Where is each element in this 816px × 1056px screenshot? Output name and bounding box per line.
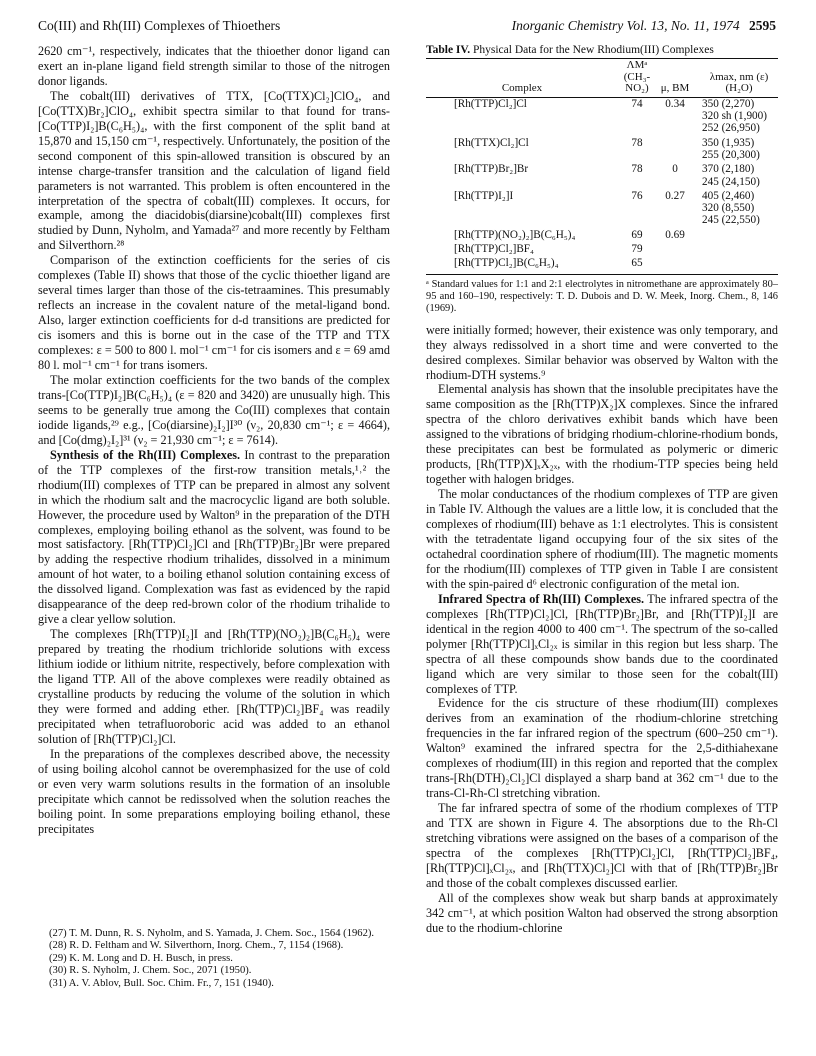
cell-lambda-m: 79 [631,243,643,256]
section-heading: Infrared Spectra of Rh(III) Complexes. [438,591,645,606]
cell-lambda-m: 65 [631,257,643,270]
lambda-value: 320 sh (1,900) [702,110,767,123]
body-paragraph: Elemental analysis has shown that the insoluble precipitates have the same composition as the [Rh(TTP)X₂]X complexes. Since the infrared spectra of the chloro derivatives exhibit bands which have been assigned to the vibrations of bridging rhodium-chlorine-rhodium bonds, these precipitates can best be formulated as polymeric or dimeric products, [Rh(TTP)X]ₓX₂ₓ, with the rhodium-TTP species being held together with halogen bridges. [426,382,778,487]
cell-complex: [Rh(TTP)(NO₂)₂]B(C₆H₅)₄ [454,228,576,241]
cell-lambda-m: 78 [631,136,643,149]
table-footnote: ᵃ Standard values for 1:1 and 2:1 electrolytes in nitromethane are approximately 80–95 and 160–190, respectively: T. D. Dubois and D. W. Meek, Inorg. Chem., 8, 146 (1969). [426,278,778,314]
table-title: Physical Data for the New Rhodium(III) Complexes [472,44,714,56]
body-paragraph: Comparison of the extinction coefficients for the series of cis complexes (Table II) shows that those of the cyclic thioether ligand are several times larger than those of the cis-tetraamines. This presumably reflects an increase in the covalent nature of the metal-ligand bond. Also, larger extinction coefficients for d-d transitions are predicted for cis isomers and this is borne out in the case of the TTP and TTX complexes: ε = 500 to 800 l. mol⁻¹ cm⁻¹ for cis isomers and ε = 69 amd 80 l. mol⁻¹ cm⁻¹ for trans isomers. [38,253,390,373]
left-column [38,44,390,837]
cell-lambda-m: 74 [631,97,643,110]
cell-lambda-max [696,163,778,190]
reference-item: (30) R. S. Nyholm, J. Chem. Soc., 2071 (1950). [49,965,252,977]
section-paragraph [426,592,778,697]
table-row [426,190,778,229]
cell-lambda-max [696,97,778,136]
cell-complex: [Rh(TTP)Cl₂]BF₄ [454,243,534,256]
cell-mu: 0.69 [665,228,685,241]
cell-lambda-max [696,190,778,229]
body-paragraph: The far infrared spectra of some of the rhodium complexes of TTP and TTX are shown in Figure 4. The absorptions due to the Rh-Cl stretching vibrations were assigned on the bases of a comparison of the spectra of the complexes [Rh(TTP)Cl₂]Cl, [Rh(TTP)Cl₂]BF₄, [Rh(TTP)Cl]ₓCl₂ₓ, and [Rh(TTX)Cl₂]Cl with that of [Rh(TTP)Br₂]Br and those of the cobalt complexes discussed earlier. [426,801,778,890]
cell-lambda-max [696,137,778,164]
reference-item: (29) K. M. Long and D. H. Busch, in press. [49,952,233,964]
table-row [426,243,778,257]
cell-complex: [Rh(TTP)Cl₂]Cl [454,97,527,110]
table-row [426,97,778,136]
cell-mu: 0 [672,163,678,176]
section-text: The infrared spectra of the complexes [Rh(TTP)Cl₂]Cl, [Rh(TTP)Br₂]Br, and [Rh(TTP)I₂]I are identical in the region 4000 to 400 cm⁻¹. The spectrum of the so-called polymer [Rh(TTP)Cl]ₓCl₂ₓ is similar in this region but less sharp. The spectra of all these compounds show bands due to the coordinated ligand which are very similar to those seen for the cobalt(III) complexes of TTP. [426,591,778,696]
cell-mu [654,243,696,257]
cell-mu: 0.34 [665,97,685,110]
cell-lambda-max [696,243,778,257]
body-paragraph: The cobalt(III) derivatives of TTX, [Co(TTX)Cl₂]ClO₄, and [Co(TTX)Br₂]ClO₄, exhibit spectra similar to that found for trans-[Co(TTP)I₂]B(C₆H₅)₄, with the first component of the split band at 15,870 and 15,150 cm⁻¹, respectively. Unfortunately, the position of the second component of this spin-allowed transition is obscured by an intense charge-transfer transition and the calculation of ligand field parameters is not warranted. This problem is often encountered in the interpretation of the spectra of cobalt(III) complexes. It occurs, for example, among the diacidobis(diarsine)cobalt(III) complexes first studied by Dunn, Nyholm, and Yamada²⁷ and more recently by Feltham and Silverthorn.²⁸ [38,88,390,253]
body-paragraph: The molar extinction coefficients for the two bands of the complex trans-[Co(TTP)I₂]B(C₆H₅)₄ (ε = 820 and 3420) are unusually high. This seems to be generally true among the Co(III) complexes that contain iodide ligands,²⁹ e.g., [Co(diarsine)₂I₂]I³⁰ (ν₂, 20,830 cm⁻¹; ε = 4664), and [Co(dmg)₂I₂]³¹ (ν₂ = 21,930 cm⁻¹; ε = 7614). [38,372,390,447]
cell-complex: [Rh(TTP)I₂]I [454,189,514,202]
cell-complex: [Rh(TTX)Cl₂]Cl [454,136,529,149]
cell-lambda-max [696,257,778,271]
running-header-title: Co(III) and Rh(III) Complexes of Thioethers [38,18,281,33]
col-header-complex: Complex [501,82,543,95]
lambda-value: 320 (8,550) [702,202,755,215]
body-paragraph: Evidence for the cis structure of these rhodium(III) complexes derives from an examination of the rhodium-chlorine stretching frequencies in the far infrared region of the spectrum (600–250 cm⁻¹). Walton⁹ examined the infrared spectra for the 2,5-dithiahexane complexes of rhodium(III) in this region and reported that the complex trans-[Rh(DTH)₂Cl₂]Cl displayed a sharp band at 362 cm⁻¹ due to the trans-Cl-Rh-Cl stretching vibration. [426,696,778,801]
cell-mu [654,257,696,271]
body-paragraph: were initially formed; however, their existence was only temporary, and they always redissolved in a short time and were converted to the desired complexes. Similar behavior was observed by Walton with the rhodium-DTH systems.⁹ [426,322,778,382]
cell-mu [654,137,696,164]
table-iv [426,44,778,315]
section-paragraph [38,448,390,627]
table-row [426,257,778,271]
lambda-value: 255 (20,300) [702,148,760,161]
col-header-mu: μ, BM [660,82,690,95]
cell-lambda-m: 78 [631,163,643,176]
lambda-value: 245 (22,550) [702,214,760,227]
reference-item: (28) R. D. Feltham and W. Silverthorn, Inorg. Chem., 7, 1154 (1968). [49,940,344,952]
lambda-value: 245 (24,150) [702,175,760,188]
col-header-lambda-max: λmax, nm (ε) (H₂O) [709,70,769,95]
journal-citation: Inorganic Chemistry Vol. 13, No. 11, 1974 [511,18,740,33]
cell-lambda-max [696,229,778,243]
page-number: 2595 [749,18,776,33]
data-table [426,59,778,271]
cell-complex: [Rh(TTP)Br₂]Br [454,163,529,176]
lambda-value: 350 (2,270) [702,97,755,110]
col-header-lambda-m: ΛMᵃ (CH₃-NO₂) [623,59,651,95]
cell-mu: 0.27 [665,189,685,202]
body-paragraph: In the preparations of the complexes described above, the necessity of using boiling alcohol cannot be overemphasized for the use of cold or even very warm solutions results in the formation of an insoluble precipitate which cannot be redissolved when the solution reaches the boiling point. In some preparations employing boiling ethanol, these precipitates [38,746,390,836]
cell-lambda-m: 76 [631,189,643,202]
lambda-value: 252 (26,950) [702,122,760,135]
table-header-row [426,59,778,97]
body-paragraph: All of the complexes show weak but sharp bands at approximately 342 cm⁻¹, at which position Walton had observed the strong absorption due to the rhodium-chlorine [426,890,778,935]
section-heading: Synthesis of the Rh(III) Complexes. [50,447,241,462]
cell-lambda-m: 69 [631,228,643,241]
table-row [426,163,778,190]
body-paragraph: 2620 cm⁻¹, respectively, indicates that the thioether donor ligand can exert an in-plane ligand field strength similar to those of the nitrogen donor ligands. [38,44,390,88]
right-column [426,44,778,936]
table-row [426,229,778,243]
reference-item: (27) T. M. Dunn, R. S. Nyholm, and S. Yamada, J. Chem. Soc., 1564 (1962). [49,928,375,939]
table-caption [426,44,778,56]
references [38,928,390,990]
lambda-value: 370 (2,180) [702,163,755,176]
lambda-value: 350 (1,935) [702,136,755,149]
table-row [426,137,778,164]
lambda-value: 405 (2,460) [702,189,755,202]
body-paragraph: The complexes [Rh(TTP)I₂]I and [Rh(TTP)(NO₂)₂]B(C₆H₅)₄ were prepared by treating the rhodium trichloride solutions with excess lithium iodide or lithium nitrite, respectively, before complexation with the ligand TTP. All of the above complexes were readily obtained as crystalline products by reducing the volume of the solution in which they were formed and adding ether. [Rh(TTP)Cl₂]BF₄ was readily precipitated when tetrafluoroboric acid was added to an ethanol solution of [Rh(TTP)Cl₂]Cl. [38,627,390,746]
table-label: Table IV. [426,44,471,56]
body-paragraph: The molar conductances of the rhodium complexes of TTP are given in Table IV. Although the values are a little low, it is concluded that the complexes of rhodium(III) behave as 1:1 electrolytes. This is consistent with the tetradentate ligand occupying four of the six sites of the octahedral coordination sphere of rhodium(III). The magnetic moments for the rhodium(III) complexes of TTP given in Table I are consistent with the spin-paired d⁶ electronic configuration of the metal ion. [426,487,778,591]
running-header-journal [512,18,776,34]
reference-item: (31) A. V. Ablov, Bull. Soc. Chim. Fr., 7, 151 (1940). [49,977,274,989]
section-text: In contrast to the preparation of the TTP complexes of the first-row transition metals,¹˒² the rhodium(III) complexes of TTP can be prepared in almost any solvent in which the rhodium salt and the macrocyclic ligand are both soluble. However, the procedure used by Walton⁹ in the preparation of the DTH complexes, employing boiling ethanol as the solvent, was found to be most satisfactory. [Rh(TTP)Cl₂]Cl and [Rh(TTP)Br₂]Br were prepared by adding the respective rhodium trihalides, dissolved in a minimum amount of hot water, to a boiling ethanol solution containing excess of the dissolved ligand. Complexation was fast as evidenced by the rapid disappearance of the deep red-brown color of the rhodium trihalide to give a clear yellow solution. [38,447,390,627]
cell-complex: [Rh(TTP)Cl₂]B(C₆H₅)₄ [454,257,559,270]
